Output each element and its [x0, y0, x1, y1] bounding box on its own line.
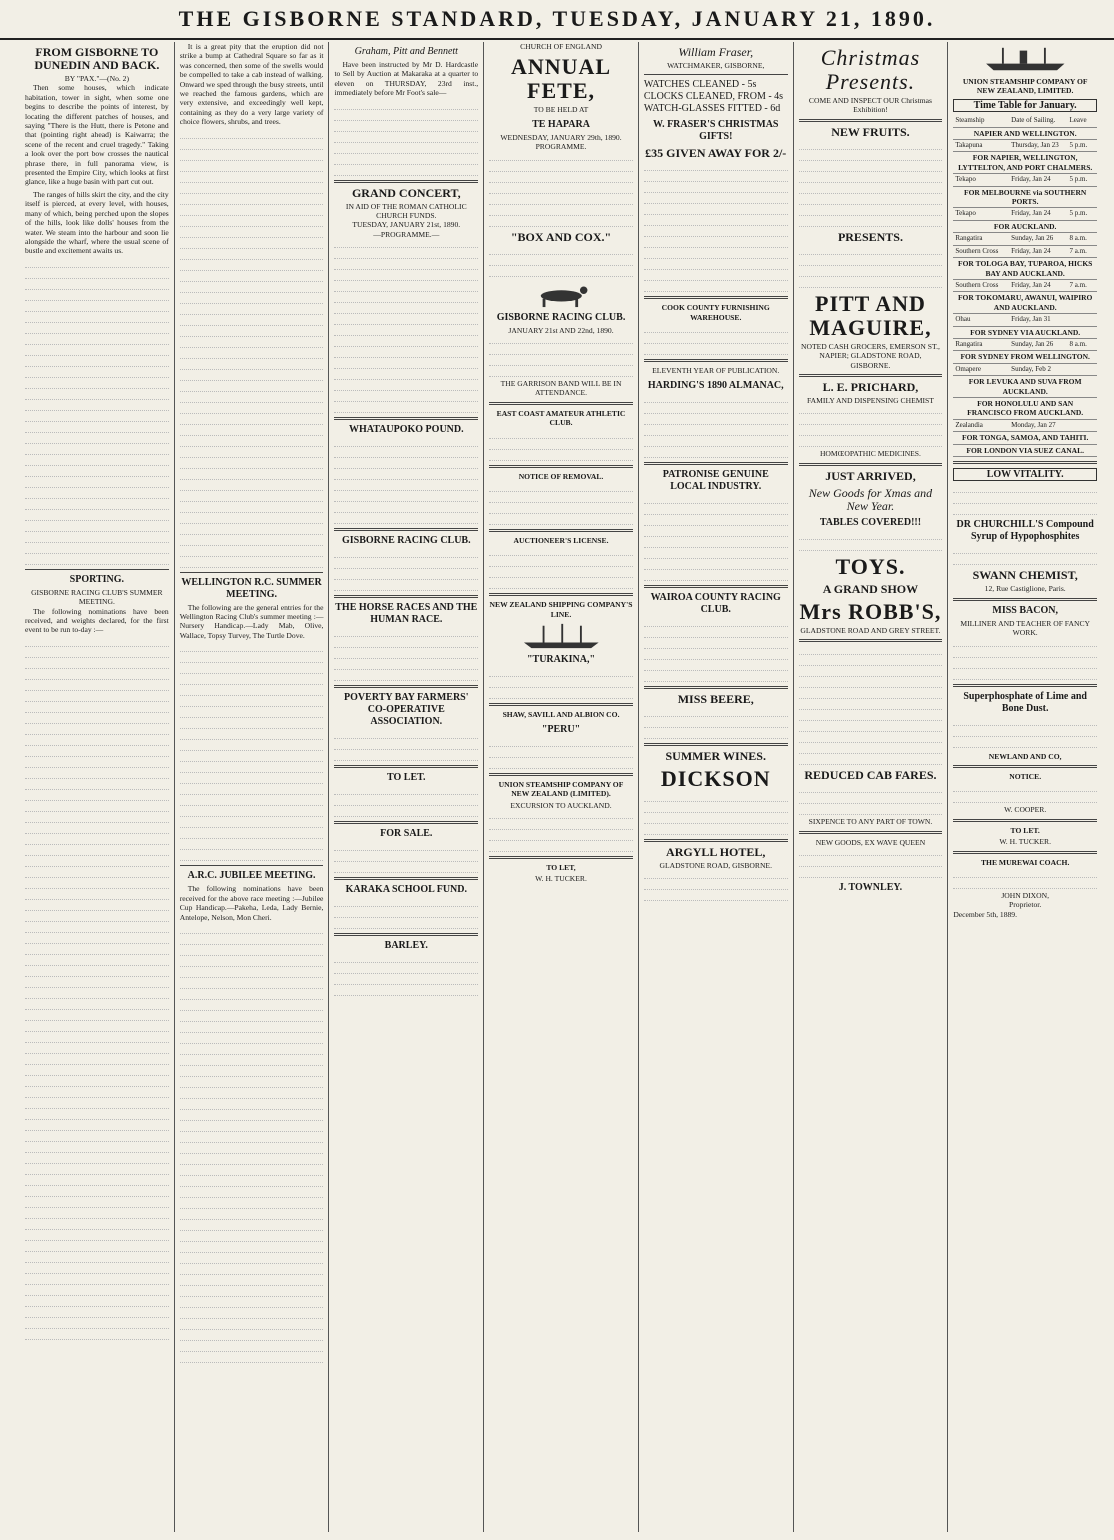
ship-cell: Southern Cross	[953, 279, 1009, 291]
timetable-port-row	[953, 376, 1097, 398]
timetable-port-row	[953, 152, 1097, 174]
ad-signature: J. TOWNLEY.	[838, 882, 903, 894]
ship-cell: Takapuna	[953, 140, 1009, 152]
ad-subheading: HOMŒOPATHIC MEDICINES.	[819, 449, 921, 459]
text-filler	[489, 430, 633, 461]
ad-heading: ARGYLL HOTEL,	[666, 844, 766, 859]
ad-heading: L. E. PRICHARD,	[822, 380, 919, 395]
date-cell: Friday, Jan 24	[1009, 208, 1067, 220]
text-filler	[799, 847, 943, 878]
date-cell: Friday, Jan 24	[1009, 279, 1067, 291]
ad-heading: PRESENTS.	[837, 229, 903, 244]
timetable-header	[953, 115, 1097, 127]
ad-signature: W. COOPER.	[1004, 805, 1047, 815]
date-cell: Sunday, Feb 2	[1009, 363, 1067, 375]
ad-subheading: COME AND INSPECT OUR Christmas Exhibition!	[808, 96, 932, 115]
text-filler	[644, 495, 788, 581]
price-line: WATCH-GLASSES FITTED - 6d	[643, 103, 781, 115]
timetable-row	[953, 174, 1097, 186]
ad-programme: PROGRAMME.	[535, 142, 587, 152]
time-cell: 5 p.m.	[1068, 208, 1098, 220]
ad-heading: JUST ARRIVED,	[825, 468, 916, 483]
ad-subheading: GLADSTONE ROAD AND GREY STREET.	[800, 625, 941, 635]
text-filler	[25, 259, 169, 565]
ad-heading: New Goods for Xmas and New Year.	[808, 485, 933, 513]
timetable-row	[953, 245, 1097, 257]
timetable-port-row	[953, 397, 1097, 419]
ad-heading: NOTICE OF REMOVAL.	[518, 471, 604, 481]
ad-ship-name: "PERU"	[541, 723, 581, 735]
date-cell: Thursday, Jan 23	[1009, 140, 1067, 152]
article-paragraph: The following are the general entries for the Wellington Racing Club's summer meeting :—Nursery Handicap.—Lady Mab, Olive, Wallace, Topsy Turvey, The Turtle Dove.	[179, 602, 324, 640]
ad-heading: £35 GIVEN AWAY FOR 2/-	[645, 146, 787, 161]
ad-farce: "BOX AND COX."	[510, 229, 612, 244]
text-filler	[334, 549, 478, 591]
ad-date: JANUARY 21st AND 22nd, 1890.	[508, 325, 614, 335]
ad-heading: THE MUREWAI COACH.	[980, 857, 1070, 867]
timetable-row	[953, 363, 1097, 375]
port-cell: FOR LEVUKA AND SUVA FROM AUCKLAND.	[953, 376, 1097, 398]
ad-heading: KARAKA SCHOOL FUND.	[345, 884, 467, 896]
ad-heading: NEW FRUITS.	[831, 124, 910, 139]
ad-heading: TO LET,	[546, 862, 576, 872]
text-filler	[489, 483, 633, 525]
time-cell: 5 p.m.	[1068, 140, 1098, 152]
steamship-illustration	[975, 45, 1076, 73]
ship-cell: Zealandia	[953, 419, 1009, 431]
time-cell	[1068, 419, 1098, 431]
timetable-row	[953, 140, 1097, 152]
ad-firm: Graham, Pitt and Bennett	[354, 46, 458, 57]
ship-cell: Tekapo	[953, 174, 1009, 186]
ad-heading: REDUCED CAB FARES.	[804, 768, 937, 783]
date-cell: Friday, Jan 24	[1009, 174, 1067, 186]
column-6	[794, 42, 949, 1532]
masthead-title: THE GISBORNE STANDARD, TUESDAY, JANUARY 21, 1890.	[178, 6, 936, 31]
text-filler	[799, 246, 943, 288]
timetable-title: Time Table for January.	[953, 99, 1097, 112]
ad-subheading: MILLINER AND TEACHER OF FANCY WORK.	[960, 618, 1090, 638]
ad-heading: LOW VITALITY.	[953, 468, 1097, 481]
port-cell: FOR NAPIER, WELLINGTON, LYTTELTON, AND PORT CHALMERS.	[953, 152, 1097, 174]
timetable-row	[953, 208, 1097, 220]
text-filler	[644, 708, 788, 739]
timetable-port-row	[953, 432, 1097, 444]
port-cell: FOR SYDNEY FROM WELLINGTON.	[953, 351, 1097, 363]
ad-heading: WHATAUPOKO POUND.	[348, 424, 464, 436]
text-filler	[644, 394, 788, 458]
text-filler	[953, 783, 1097, 803]
port-cell: FOR AUCKLAND.	[953, 220, 1097, 232]
timetable-port-row	[953, 127, 1097, 139]
ad-heading: FOR SALE.	[380, 828, 433, 840]
ad-heading: PATRONISE GENUINE LOCAL INDUSTRY.	[662, 468, 769, 492]
article-paragraph: The following nominations have been received, and weights declared, for the first event to be run to-day :—	[25, 606, 169, 635]
ad-subheading: EXCURSION TO AUCKLAND.	[510, 800, 612, 810]
ad-heading: Mrs ROBB'S,	[799, 598, 942, 624]
ad-name: William Fraser,	[678, 45, 754, 59]
column-2	[175, 42, 330, 1532]
ship-cell: Ohau	[953, 314, 1009, 326]
timetable-row	[953, 419, 1097, 431]
ad-signature: JOHN DIXON,	[1001, 891, 1049, 901]
column-3	[329, 42, 484, 1532]
text-filler	[953, 717, 1097, 748]
text-filler	[953, 484, 1097, 515]
ship-cell: Rangatira	[953, 233, 1009, 245]
ad-heading: BARLEY.	[384, 940, 428, 952]
price-line: WATCHES CLEANED - 5s	[643, 79, 757, 91]
text-filler	[180, 925, 324, 1363]
ad-subheading: IN AID OF THE ROMAN CATHOLIC CHURCH FUNDS.	[345, 201, 467, 221]
ad-heading: A GRAND SHOW	[822, 581, 919, 596]
section-heading: WELLINGTON R.C. SUMMER MEETING.	[181, 576, 322, 600]
article-paragraph: Then some houses, which indicate habitation, tower in sight, when some one begins to describe the points of interest, by locating the different patches of houses, and saying "There is the Hutt, there is Petone and that (pointing right ahead) is Kaiwarra; the scene of the recent and cruel tragedy." Taking a look over the port bow crosses the nautical phrase there, in full panorama view, is presented the Empire City, which looks at first glance, like a huge basin with part cut out.	[25, 83, 169, 187]
text-filler	[180, 643, 324, 861]
ad-subheading: 12, Rue Castiglione, Paris.	[984, 584, 1066, 594]
ad-heading: UNION STEAMSHIP COMPANY OF NEW ZEALAND, LIMITED.	[962, 77, 1088, 96]
masthead	[0, 0, 1114, 40]
section-subheading: GISBORNE RACING CLUB'S SUMMER MEETING.	[31, 587, 163, 607]
article-paragraph: The following nominations have been received for the above race meeting :—Jubilee Cup Handicap.—Pakeha, Leda, Lady Bernie, Antelope, Nelson, Mon Cheri.	[179, 884, 324, 922]
column-7	[948, 42, 1102, 1532]
port-cell: FOR TOKOMARU, AWANUI, WAIPIRO AND AUCKLAND.	[953, 292, 1097, 314]
port-cell: FOR TONGA, SAMOA, AND TAHITI.	[953, 432, 1097, 444]
timetable-row	[953, 233, 1097, 245]
text-filler	[334, 730, 478, 761]
ad-heading: EAST COAST AMATEUR ATHLETIC CLUB.	[496, 408, 626, 428]
text-filler	[489, 152, 633, 227]
timetable	[953, 115, 1097, 457]
text-filler	[489, 668, 633, 699]
timetable-port-row	[953, 444, 1097, 456]
text-filler	[953, 638, 1097, 680]
text-filler	[334, 842, 478, 873]
ad-heading: NEW ZEALAND SHIPPING COMPANY'S LINE.	[489, 600, 633, 619]
timetable-port-row	[953, 326, 1097, 338]
time-cell: 8 a.m.	[1068, 338, 1098, 350]
ad-heading: W. FRASER'S CHRISTMAS GIFTS!	[652, 119, 779, 143]
ad-heading: DICKSON	[660, 765, 771, 791]
ad-date: WEDNESDAY, JANUARY 29th, 1890.	[500, 132, 622, 142]
ad-heading: SUMMER WINES.	[665, 748, 766, 763]
section-heading: A.R.C. JUBILEE MEETING.	[187, 870, 316, 882]
ad-subheading: NOTED CASH GROCERS, EMERSON ST., NAPIER; GLADSTONE ROAD, GISBORNE.	[801, 341, 940, 370]
ad-subheading: FAMILY AND DISPENSING CHEMIST	[807, 396, 934, 406]
timetable-body	[953, 127, 1097, 456]
ad-heading: THE HORSE RACES AND THE HUMAN RACE.	[335, 602, 478, 626]
text-filler	[644, 870, 788, 901]
ad-heading: UNION STEAMSHIP COMPANY OF NEW ZEALAND (LIMITED).	[498, 779, 624, 799]
date-cell: Sunday, Jan 26	[1009, 233, 1067, 245]
article-paragraph: It is a great pity that the eruption did not strike a bump at Cathedral Square so far as it was concerned, then some of the swells would be compelled to take a cab instead of walking. Onward we sped through the busy streets, until we reached the famous gardens, which are very extensive, and exceedingly well kept, containing as they do a very large variety of choice flowers, shrubs, and trees.	[179, 42, 324, 127]
timetable-port-row	[953, 351, 1097, 363]
text-filler	[799, 531, 943, 551]
ad-sub: TO BE HELD AT	[533, 105, 589, 115]
column-4	[484, 42, 639, 1532]
date-cell: Monday, Jan 27	[1009, 419, 1067, 431]
time-cell: 7 a.m.	[1068, 279, 1098, 291]
text-filler	[644, 618, 788, 682]
date-cell: Friday, Jan 24	[1009, 245, 1067, 257]
text-filler	[334, 954, 478, 996]
article-byline: BY "PAX."—(No. 2)	[64, 74, 129, 83]
timetable-row	[953, 279, 1097, 291]
ad-heading: MISS BEERE,	[677, 691, 754, 706]
ad-signature-role: Proprietor.	[1009, 900, 1042, 910]
header-cell: Steamship	[953, 115, 1009, 127]
text-filler	[334, 786, 478, 817]
ad-church: CHURCH OF ENGLAND	[520, 42, 602, 51]
price-line: CLOCKS CLEANED, FROM - 4s	[643, 91, 784, 103]
ad-text: Have been instructed by Mr D. Hardcastle to Sell by Auction at Makaraka at a quarter to eleven on THURSDAY, 23rd inst., immediately before Mr Foot's sale—	[334, 60, 479, 98]
ad-text: THE GARRISON BAND WILL BE IN ATTENDANCE.	[500, 379, 622, 398]
ad-heading: NOTICE.	[1009, 772, 1042, 782]
column-1	[20, 42, 175, 1532]
time-cell	[1068, 363, 1098, 375]
text-filler	[644, 162, 788, 292]
ad-subheading: NEW GOODS, EX WAVE QUEEN	[815, 837, 926, 847]
ad-heading: Christmas Presents.	[820, 45, 921, 94]
article-paragraph: The ranges of hills skirt the city, and the city itself is pierced, at every level, with houses, many of which, being perched upon the slopes of the hills, look like dolls' houses from the water. We steam into the harbour and soon lie alongside the wharf, where the usual scene of bustle and excitement awaits us.	[25, 189, 169, 256]
ad-trade: WATCHMAKER, GISBORNE,	[667, 61, 765, 70]
ad-signature: W. H. TUCKER.	[535, 874, 587, 884]
ad-heading: TO LET.	[1010, 825, 1040, 835]
ad-subheading: ELEVENTH YEAR OF PUBLICATION.	[652, 366, 780, 376]
ad-ship-name: "TURAKINA,"	[526, 654, 596, 666]
ad-heading: Superphosphate of Lime and Bone Dust.	[963, 690, 1087, 714]
timetable-port-row	[953, 258, 1097, 280]
ad-title: ANNUAL FETE,	[510, 54, 612, 104]
text-filler	[489, 738, 633, 769]
ad-place: TE HAPARA	[532, 118, 590, 130]
ad-signature: W. H. TUCKER.	[999, 837, 1052, 847]
text-filler	[953, 869, 1097, 889]
port-cell: FOR MELBOURNE via SOUTHERN PORTS.	[953, 186, 1097, 208]
text-filler	[799, 405, 943, 447]
ad-heading: SWANN CHEMIST,	[972, 568, 1078, 583]
date-cell: Friday, Jan 31	[1009, 314, 1067, 326]
text-filler	[799, 141, 943, 227]
text-filler	[180, 130, 324, 568]
ad-heading: TABLES COVERED!!!	[819, 516, 922, 528]
text-filler	[799, 646, 943, 765]
ad-date: TUESDAY, JANUARY 21st, 1890.	[352, 220, 461, 230]
text-filler	[334, 101, 478, 176]
ship-cell: Rangatira	[953, 338, 1009, 350]
timetable-port-row	[953, 186, 1097, 208]
time-cell: 5 p.m.	[1068, 174, 1098, 186]
ad-heading: WAIROA COUNTY RACING CLUB.	[650, 591, 781, 615]
port-cell: FOR TOLOGA BAY, TUPAROA, HICKS BAY AND AUCKLAND.	[953, 258, 1097, 280]
ad-subheading: SIXPENCE TO ANY PART OF TOWN.	[808, 817, 933, 827]
text-filler	[25, 638, 169, 1340]
text-filler	[489, 810, 633, 852]
text-filler	[799, 784, 943, 815]
ad-heading: MISS BACON,	[992, 604, 1058, 616]
ad-heading: COOK COUNTY FURNISHING WAREHOUSE.	[661, 303, 770, 322]
ad-date: December 5th, 1889.	[953, 909, 1017, 919]
ad-heading: PITT AND MAGUIRE,	[809, 290, 932, 340]
ad-signature: NEWLAND AND CO,	[988, 751, 1062, 761]
header-cell: Date of Sailing.	[1009, 115, 1067, 127]
racehorse-illustration	[511, 280, 612, 308]
date-cell: Sunday, Jan 26	[1009, 338, 1067, 350]
ad-heading: AUCTIONEER'S LICENSE.	[513, 536, 609, 546]
ad-heading: HARDING'S 1890 ALMANAC,	[647, 379, 784, 391]
columns	[20, 42, 1102, 1532]
ship-cell: Omapere	[953, 363, 1009, 375]
ad-heading: TO LET.	[387, 772, 426, 784]
text-filler	[334, 239, 478, 413]
ad-heading: TOYS.	[835, 553, 906, 579]
timetable-row	[953, 338, 1097, 350]
text-filler	[644, 324, 788, 355]
port-cell: FOR HONOLULU AND SAN FRANCISCO FROM AUCKLAND.	[953, 397, 1097, 419]
article-title: FROM GISBORNE TO DUNEDIN AND BACK.	[34, 45, 160, 72]
header-cell: Leave	[1068, 115, 1098, 127]
port-cell: FOR SYDNEY VIA AUCKLAND.	[953, 326, 1097, 338]
timetable-port-row	[953, 220, 1097, 232]
ship-cell: Tekapo	[953, 208, 1009, 220]
text-filler	[644, 793, 788, 835]
text-filler	[489, 547, 633, 589]
port-cell: FOR LONDON VIA SUEZ CANAL.	[953, 444, 1097, 456]
ad-heading: POVERTY BAY FARMERS' CO-OPERATIVE ASSOCIATION.	[344, 692, 469, 728]
text-filler	[489, 335, 633, 377]
timetable-port-row	[953, 292, 1097, 314]
timetable-row	[953, 314, 1097, 326]
time-cell: 7 a.m.	[1068, 245, 1098, 257]
port-cell: NAPIER AND WELLINGTON.	[953, 127, 1097, 139]
ad-heading: GRAND CONCERT,	[351, 185, 461, 200]
ad-heading: SHAW, SAVILL AND ALBION CO.	[502, 710, 620, 720]
ad-heading: GISBORNE RACING CLUB.	[496, 311, 626, 323]
section-heading: SPORTING.	[69, 573, 125, 585]
text-filler	[334, 898, 478, 929]
text-filler	[489, 246, 633, 277]
time-cell: 8 a.m.	[1068, 233, 1098, 245]
time-cell	[1068, 314, 1098, 326]
ship-cell: Southern Cross	[953, 245, 1009, 257]
ad-heading: GISBORNE RACING CLUB.	[341, 535, 471, 547]
ad-heading: DR CHURCHILL'S Compound Syrup of Hypophosphites	[956, 519, 1094, 543]
ship-illustration	[511, 622, 612, 650]
ad-programme: —PROGRAMME.—	[373, 229, 440, 239]
column-5	[639, 42, 794, 1532]
ad-subheading: GLADSTONE ROAD, GISBORNE.	[659, 860, 772, 870]
text-filler	[334, 628, 478, 681]
text-filler	[953, 545, 1097, 565]
text-filler	[334, 438, 478, 524]
